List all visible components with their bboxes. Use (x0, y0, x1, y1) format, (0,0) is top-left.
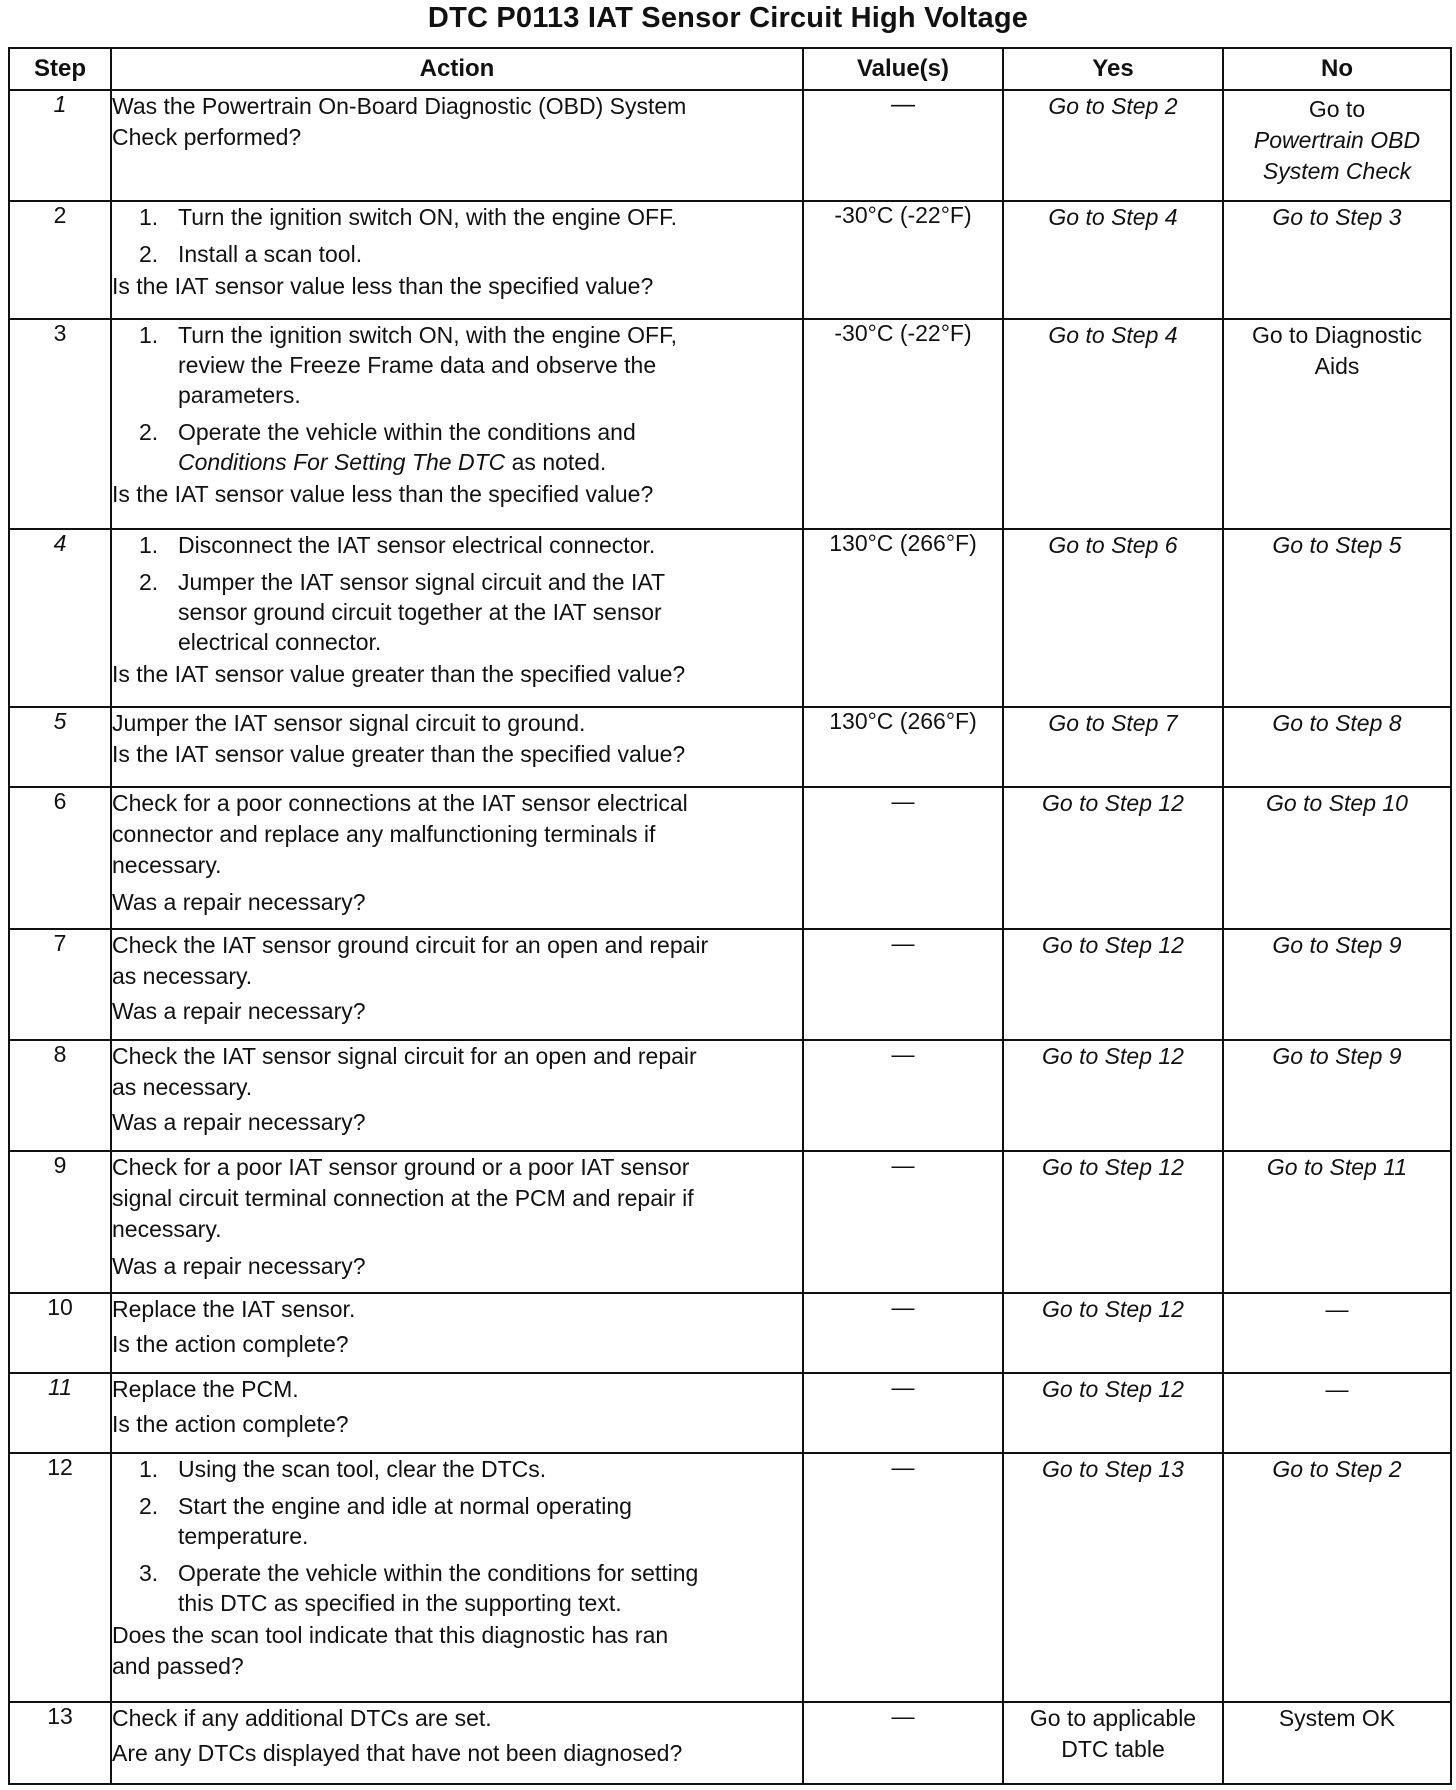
yes-cell: Go to Step 12 (1003, 1040, 1223, 1151)
table-row (9, 1373, 1451, 1453)
step-number: 5 (9, 707, 111, 787)
header-row (9, 48, 1451, 90)
yes-cell: Go to Step 6 (1003, 529, 1223, 707)
header-yes: Yes (1003, 48, 1223, 90)
value-cell: — (803, 929, 1003, 1040)
table-row (9, 707, 1451, 787)
table-row (9, 201, 1451, 319)
header-step: Step (9, 48, 111, 90)
no-cell: System OK (1223, 1702, 1451, 1784)
table-row (9, 929, 1451, 1040)
list-item: 2. Install a scan tool. (139, 241, 363, 267)
table-row (9, 1453, 1451, 1702)
step-number: 12 (9, 1453, 111, 1702)
value-cell: — (803, 1702, 1003, 1784)
step-number: 8 (9, 1040, 111, 1151)
action-cell: Replace the IAT sensor. Is the action complete? (111, 1293, 803, 1373)
action-question: Is the IAT sensor value greater than the specified value? (112, 741, 686, 767)
no-cell: Go to Step 9 (1223, 929, 1451, 1040)
value-cell: — (803, 1151, 1003, 1293)
step-number: 3 (9, 319, 111, 529)
action-steps (112, 530, 802, 657)
action-question: and passed? (112, 1653, 244, 1679)
page-title: DTC P0113 IAT Sensor Circuit High Voltage (427, 2, 1029, 34)
header-no: No (1223, 48, 1451, 90)
action-cell: Check for a poor IAT sensor ground or a poor IAT sensor signal circuit terminal connection at the PCM and repair if necessary. Was a repair necessary? (111, 1151, 803, 1293)
table-row (9, 1040, 1451, 1151)
no-cell: Go to Step 5 (1223, 529, 1451, 707)
action-cell (111, 201, 803, 319)
action-cell: Check for a poor connections at the IAT sensor electrical connector and replace any malfunctioning terminals if necessary. Was a repair necessary? (111, 787, 803, 929)
step-number: 6 (9, 787, 111, 929)
action-cell (111, 319, 803, 529)
value-cell: 130°C (266°F) (803, 707, 1003, 787)
header-value: Value(s) (803, 48, 1003, 90)
value-cell: — (803, 1293, 1003, 1373)
action-cell: Check the IAT sensor ground circuit for an open and repair as necessary. Was a repair necessary? (111, 929, 803, 1040)
no-text: Go to (1308, 96, 1366, 122)
action-cell (111, 1453, 803, 1702)
action-cell: Jumper the IAT sensor signal circuit to ground. Is the IAT sensor value greater than the specified value? (111, 707, 803, 787)
step-number: 13 (9, 1702, 111, 1784)
yes-cell: Go to Step 4 (1003, 201, 1223, 319)
action-question: Is the action complete? (112, 1411, 349, 1437)
yes-cell (1003, 90, 1223, 201)
table-row (9, 319, 1451, 529)
action-question: Are any DTCs displayed that have not been diagnosed? (112, 1740, 683, 1766)
yes-cell: Go to Step 12 (1003, 1373, 1223, 1453)
list-item: 2. Jumper the IAT sensor signal circuit and the IAT sensor ground circuit together at the IAT sensor electrical connector. (139, 569, 666, 655)
no-cell: — (1223, 1373, 1451, 1453)
step-number: 7 (9, 929, 111, 1040)
value-cell (803, 90, 1003, 201)
no-cell: Go to Step 3 (1223, 201, 1451, 319)
yes-cell: Go to Step 12 (1003, 1151, 1223, 1293)
action-question: Is the action complete? (112, 1331, 349, 1357)
value-cell: — (803, 1453, 1003, 1702)
no-cell: Go to Step 2 (1223, 1453, 1451, 1702)
yes-cell: Go to Step 12 (1003, 929, 1223, 1040)
action-text: Check performed? (112, 124, 302, 150)
action-steps (112, 1454, 802, 1618)
value-text: — (891, 91, 915, 118)
action-text: Was the Powertrain On-Board Diagnostic (OBD) System (112, 93, 687, 119)
table-row (9, 1293, 1451, 1373)
step-number: 9 (9, 1151, 111, 1293)
no-cell: — (1223, 1293, 1451, 1373)
yes-text: Go to Step 2 (1048, 93, 1178, 119)
yes-cell: Go to applicable DTC table (1003, 1702, 1223, 1784)
value-cell: -30°C (-22°F) (803, 319, 1003, 529)
action-question: Was a repair necessary? (112, 998, 366, 1024)
value-cell: — (803, 1373, 1003, 1453)
list-item: 3. Operate the vehicle within the conditions for setting this DTC as specified in the supporting text. (139, 1560, 699, 1616)
list-item: 1. Turn the ignition switch ON, with the engine OFF. (139, 204, 677, 230)
step-number: 10 (9, 1293, 111, 1373)
diagnostic-table (8, 47, 1452, 1785)
value-cell: — (803, 787, 1003, 929)
no-cell (1223, 90, 1451, 201)
list-item: 1. Turn the ignition switch ON, with the engine OFF, review the Freeze Frame data and observe the parameters. (139, 322, 677, 408)
list-item: 1. Using the scan tool, clear the DTCs. (139, 1456, 547, 1482)
no-cell: Go to Step 9 (1223, 1040, 1451, 1151)
no-text: System Check (1262, 158, 1412, 184)
table-row (9, 90, 1451, 201)
action-cell: Replace the PCM. Is the action complete? (111, 1373, 803, 1453)
no-text: Powertrain OBD (1253, 127, 1421, 153)
action-cell (111, 90, 803, 201)
list-item: 2. Operate the vehicle within the conditions and Conditions For Setting The DTC as noted. (139, 419, 636, 475)
no-cell: Go to Step 11 (1223, 1151, 1451, 1293)
list-item: 1. Disconnect the IAT sensor electrical connector. (139, 532, 656, 558)
yes-cell: Go to Step 12 (1003, 787, 1223, 929)
action-question: Was a repair necessary? (112, 1253, 366, 1279)
action-steps (112, 320, 802, 477)
action-cell: Check the IAT sensor signal circuit for an open and repair as necessary. Was a repair necessary? (111, 1040, 803, 1151)
action-question: Was a repair necessary? (112, 889, 366, 915)
yes-cell: Go to Step 4 (1003, 319, 1223, 529)
action-cell (111, 529, 803, 707)
action-question: Does the scan tool indicate that this diagnostic has ran (112, 1622, 669, 1648)
list-item: 2. Start the engine and idle at normal operating temperature. (139, 1493, 632, 1549)
table-row (9, 529, 1451, 707)
yes-cell: Go to Step 7 (1003, 707, 1223, 787)
action-question: Was a repair necessary? (112, 1109, 366, 1135)
yes-cell: Go to Step 13 (1003, 1453, 1223, 1702)
yes-cell: Go to Step 12 (1003, 1293, 1223, 1373)
no-cell: Go to Step 10 (1223, 787, 1451, 929)
no-cell: Go to Step 8 (1223, 707, 1451, 787)
action-steps (112, 202, 802, 269)
table-row (9, 1702, 1451, 1784)
value-cell: 130°C (266°F) (803, 529, 1003, 707)
no-cell: Go to Diagnostic Aids (1223, 319, 1451, 529)
step-number: 4 (9, 529, 111, 707)
table-row (9, 1151, 1451, 1293)
step-number: 11 (9, 1373, 111, 1453)
action-question: Is the IAT sensor value less than the specified value? (112, 273, 654, 299)
value-cell: — (803, 1040, 1003, 1151)
header-action: Action (111, 48, 803, 90)
value-cell: -30°C (-22°F) (803, 201, 1003, 319)
action-cell: Check if any additional DTCs are set. Are any DTCs displayed that have not been diagnosed? (111, 1702, 803, 1784)
step-number: 2 (9, 201, 111, 319)
action-question: Is the IAT sensor value greater than the specified value? (112, 661, 686, 687)
step-number: 1 (9, 90, 111, 201)
table-row (9, 787, 1451, 929)
action-question: Is the IAT sensor value less than the specified value? (112, 481, 654, 507)
